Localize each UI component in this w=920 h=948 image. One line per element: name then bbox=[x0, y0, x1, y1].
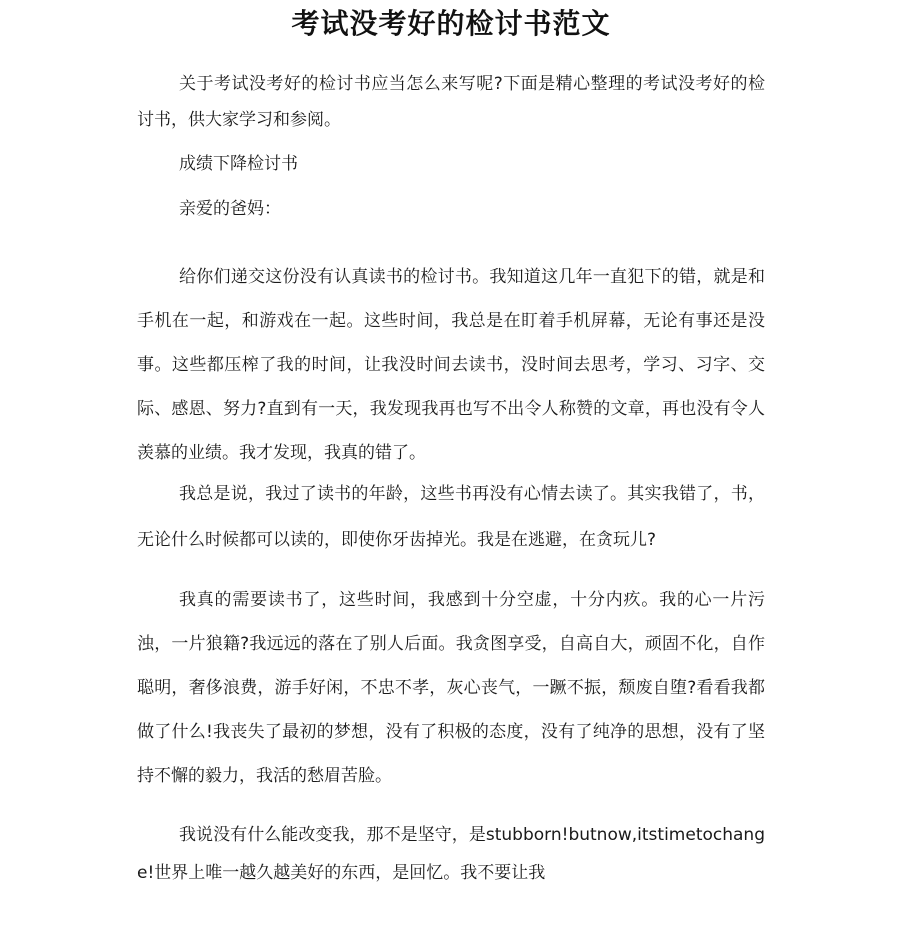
body-paragraph-1: 给你们递交这份没有认真读书的检讨书。我知道这几年一直犯下的错，就是和手机在一起，和游戏在一起。这些时间，我总是在盯着手机屏幕，无论有事还是没事。这些都压榨了我的时间，让我没时间去读书，没时间去思考，学习、习字、交际、感恩、努力?直到有一天，我发现我再也写不出令人称赞的文章，再也没有令人羡慕的业绩。我才发现，我真的错了。 bbox=[137, 267, 765, 463]
document-title: 考试没考好的检讨书范文 bbox=[291, 7, 611, 40]
intro-paragraph: 关于考试没考好的检讨书应当怎么来写呢?下面是精心整理的考试没考好的检讨书，供大家学习和参阅。 bbox=[137, 74, 765, 130]
body-paragraph-4: 我说没有什么能改变我，那不是坚守，是stubborn!butnow,itstimetochange!世界上唯一越久越美好的东西，是回忆。我不要让我 bbox=[137, 825, 765, 883]
body-paragraph-3: 我真的需要读书了，这些时间，我感到十分空虚，十分内疚。我的心一片污浊，一片狼籍?我远远的落在了别人后面。我贪图享受，自高自大，顽固不化，自作聪明，奢侈浪费，游手好闲，不忠不孝，灰心丧气，一蹶不振，颓废自堕?看看我都做了什么!我丧失了最初的梦想，没有了积极的态度，没有了纯净的思想，没有了坚持不懈的毅力，我活的愁眉苦脸。 bbox=[137, 590, 765, 786]
section-heading: 成绩下降检讨书 bbox=[179, 154, 298, 174]
salutation: 亲爱的爸妈： bbox=[179, 199, 281, 219]
body-paragraph-2: 我总是说，我过了读书的年龄，这些书再没有心情去读了。其实我错了，书，无论什么时候都可以读的，即使你牙齿掉光。我是在逃避，在贪玩儿? bbox=[137, 484, 765, 550]
